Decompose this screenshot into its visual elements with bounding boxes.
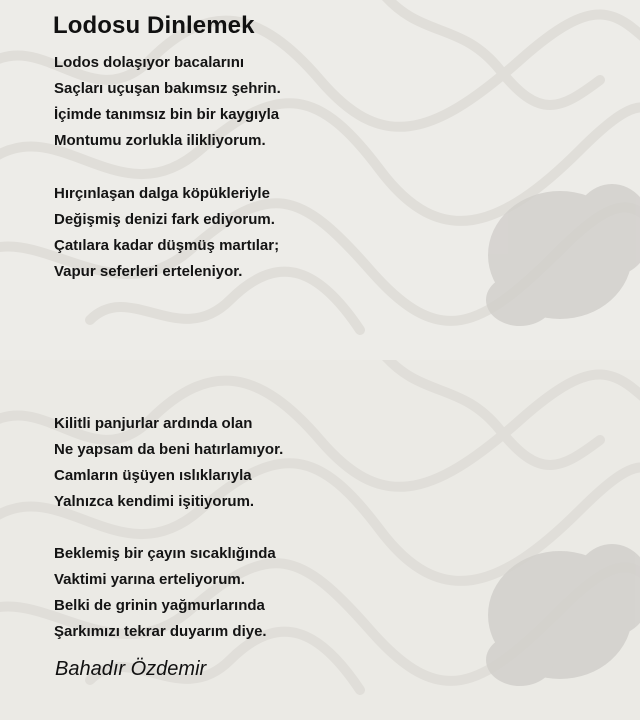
stanza-3 <box>54 411 283 515</box>
poem-line: Beklemiş bir çayın sıcaklığında <box>54 545 276 562</box>
poem-line: Vapur seferleri erteleniyor. <box>54 263 243 280</box>
stanza-2 <box>54 181 279 285</box>
poem-line: Kilitli panjurlar ardında olan <box>54 415 253 432</box>
poem-line: Değişmiş denizi fark ediyorum. <box>54 211 275 228</box>
stanza-1 <box>54 50 281 154</box>
poem-title: Lodosu Dinlemek <box>53 12 255 39</box>
poem-line: Vaktimi yarına erteliyorum. <box>54 571 245 588</box>
stanza-4 <box>54 541 276 645</box>
poem-author: Bahadır Özdemir <box>55 658 207 680</box>
poem-line: Belki de grinin yağmurlarında <box>54 597 265 614</box>
poem-line: Çatılara kadar düşmüş martılar; <box>54 237 280 254</box>
poem-line: Lodos dolaşıyor bacalarını <box>54 54 245 71</box>
poem-line: Yalnızca kendimi işitiyorum. <box>54 493 255 510</box>
poem-line: Hırçınlaşan dalga köpükleriyle <box>54 185 270 202</box>
poem-line: İçimde tanımsız bin bir kaygıyla <box>54 106 280 123</box>
poem-line: Saçları uçuşan bakımsız şehrin. <box>54 80 281 97</box>
poem-line: Montumu zorlukla ilikliyorum. <box>54 132 266 149</box>
poem-line: Ne yapsam da beni hatırlamıyor. <box>54 441 284 458</box>
poem-line: Şarkımızı tekrar duyarım diye. <box>54 623 267 640</box>
poem-line: Camların üşüyen ıslıklarıyla <box>54 467 252 484</box>
